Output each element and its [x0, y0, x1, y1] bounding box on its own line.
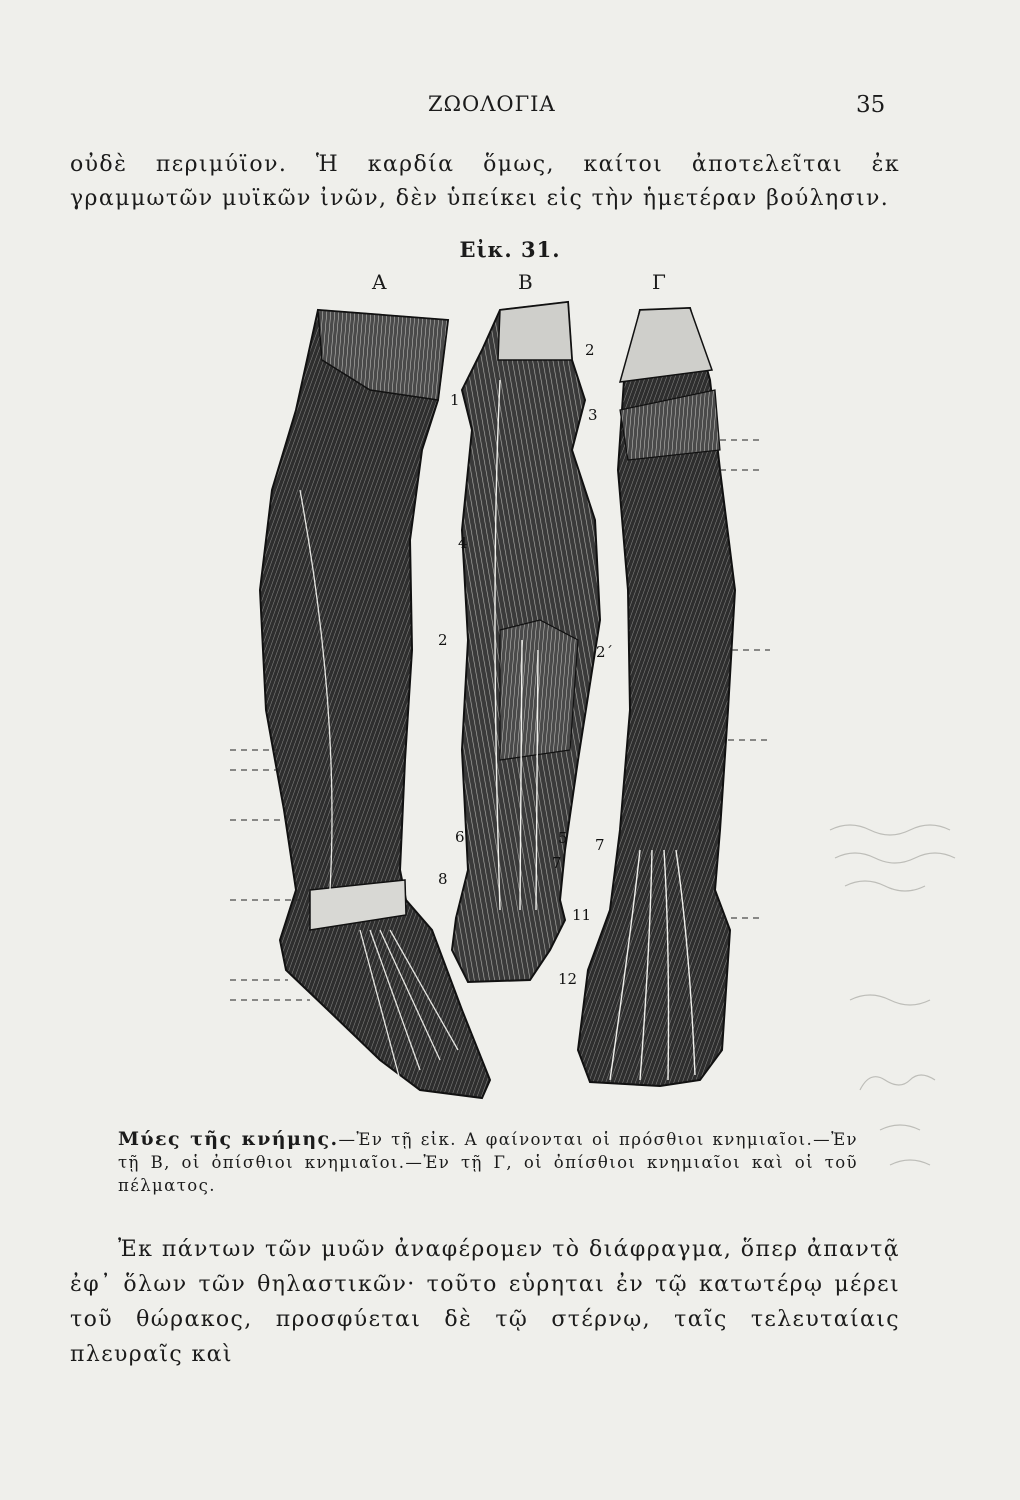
callout-12: 12 — [558, 970, 578, 988]
callout-2: 2 — [438, 631, 448, 649]
callout-11: 11 — [572, 906, 592, 924]
callout-7-c: 7 — [595, 836, 605, 854]
callout-3: 3 — [588, 406, 598, 424]
figure-caption — [118, 1128, 858, 1197]
pencil-marginalia — [820, 810, 1000, 1210]
page-number: 35 — [856, 92, 886, 118]
caption-text: —Ἐν τῇ εἰκ. Α φαίνονται οἱ πρόσθιοι κνημιαῖοι.—Ἐν τῇ Β, οἱ ὀπίσθιοι κνημιαῖοι.—Ἐν τῇ Γ, οἱ ὀπίσθιοι κνημιαῖοι καὶ οἱ τοῦ πέλματος. — [118, 1130, 858, 1195]
caption-title: Μύες τῆς κνήμης. — [118, 1128, 339, 1150]
callout-2-prime: 2΄ — [596, 643, 614, 661]
paragraph-2: Ἐκ πάντων τῶν μυῶν ἀναφέρομεν τὸ διάφραγμα, ὅπερ ἀπαντᾷ ἐφ᾽ ὅλων τῶν θηλαστικῶν· τοῦτο εὑρηται ἐν τῷ κατωτέρῳ μέρει τοῦ θώρακος, προσφύεται δὲ τῷ στέρνῳ, ταῖς τελευταίαις πλευραῖς καὶ — [70, 1237, 900, 1367]
leg-muscles-illustration — [200, 290, 800, 1110]
leg-a — [260, 310, 490, 1098]
figure-label: Εἰκ. 31. — [459, 237, 561, 262]
leg-c — [578, 308, 735, 1086]
callout-8: 8 — [438, 870, 448, 888]
callout-2-top: 2 — [585, 341, 595, 359]
panel-letter-a: Α — [372, 270, 387, 294]
callout-5: 5 — [558, 829, 568, 847]
callout-6: 6 — [455, 828, 465, 846]
callout-1: 1 — [450, 391, 460, 409]
running-title: ΖΩΟΛΟΓΙΑ — [428, 92, 556, 116]
callout-4: 4 — [458, 534, 468, 552]
leg-b — [452, 302, 600, 982]
panel-letter-b: Β — [518, 270, 533, 294]
callout-7: 7 — [552, 854, 562, 872]
panel-letter-c: Γ — [652, 270, 666, 294]
running-head — [0, 92, 1020, 122]
paragraph-1: οὐδὲ περιμύϊον. Ἡ καρδία ὅμως, καίτοι ἀποτελεῖται ἐκ γραμμωτῶν μυϊκῶν ἰνῶν, δὲν ὑπείκει εἰς τὴν ἡμετέραν βούλησιν. — [70, 152, 900, 211]
